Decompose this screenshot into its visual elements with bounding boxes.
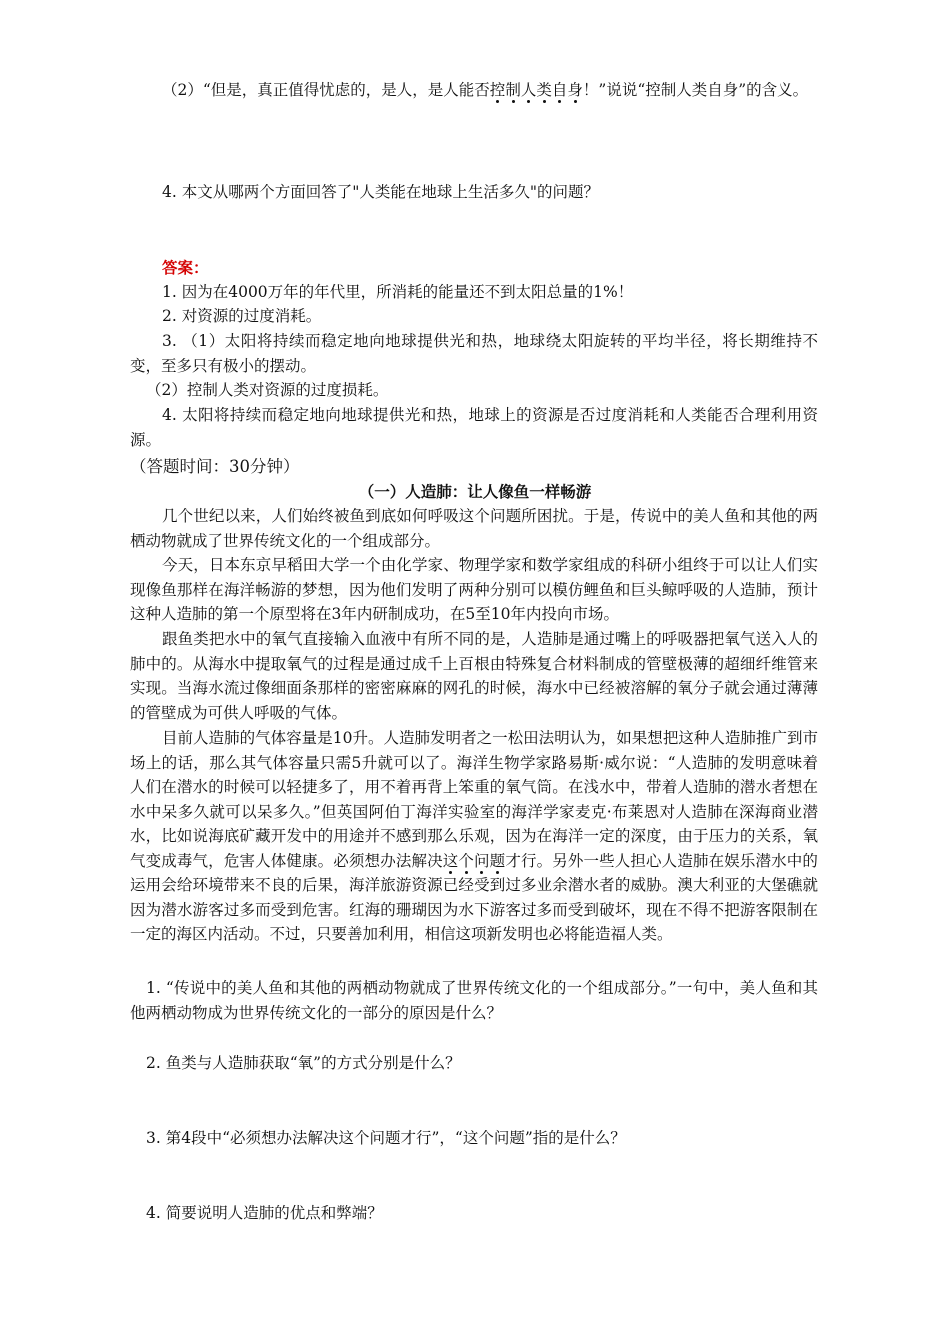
emphasis-char: 身 — [567, 81, 583, 99]
emphasis-char: 制 — [505, 81, 521, 99]
emphasis-char: 控 — [489, 81, 506, 99]
answer-label — [130, 256, 818, 281]
passage-paragraph-3: 跟鱼类把水中的氧气直接输入血液中有所不同的是，人造肺是通过嘴上的呼吸器把氧气送入人的肺中的。从海水中提取氧气的过程是通过成千上百根由特殊复合材料制成的管壁极薄的超细纤维管来实现。当海水流过像细面条那样的密密麻麻的网孔的时候，海水中已经被溶解的氧分子就会通过薄薄的管壁成为可供人呼吸的气体。 — [130, 630, 818, 722]
answer-2: 2. 对资源的过度消耗。 — [162, 307, 322, 325]
emphasis-char: 人 — [520, 81, 537, 99]
question-3: 3. 第4段中“必须想办法解决这个问题才行”，“这个问题”指的是什么？ — [146, 1129, 626, 1147]
emphasis-char: 这 — [442, 851, 459, 870]
passage-paragraph-1: 几个世纪以来，人们始终被鱼到底如何呼吸这个问题所困扰。于是，传说中的美人鱼和其他的两栖动物就成了世界传统文化的一个组成部分。 — [130, 507, 818, 550]
section-title: （一）人造肺：让人像鱼一样畅游 — [358, 482, 592, 501]
emphasis-char: 问 — [474, 851, 490, 870]
emphasis-char: 自 — [551, 81, 568, 99]
emphasis-char: 类 — [536, 81, 552, 99]
passage-paragraph-2: 今天，日本东京早稻田大学一个由化学家、物理学家和数学家组成的科研小组终于可以让人们实现像鱼那样在海洋畅游的梦想，因为他们发明了两种分别可以模仿鲤鱼和巨头鲸呼吸的人造肺，预计这种人造肺的第一个原型将在3年内研制成功，在5至10年内投向市场。 — [130, 556, 818, 623]
question-2-sub-text: （2）“但是，真正值得忧虑的，是人，是人能否 — [162, 81, 490, 99]
paragraph-4-text-end: 才行。另外一些人担心人造肺在娱乐潜水中的运用会给环境带来不良的后果，海洋旅游资源已经受到过多业余潜水者的威胁。澳大利亚的大堡礁就因为潜水游客过多而受到危害。红海的珊瑚因为水下游客过多而受到破坏，现在不得不把游客限制在一定的海区内活动。不过，只要善加利用，相信这项新发明也必将能造福人类。 — [130, 851, 818, 943]
question-4: 4. 本文从哪两个方面回答了"人类能在地球上生活多久"的问题？ — [162, 183, 599, 201]
time-note: （答题时间：30分钟） — [130, 457, 300, 476]
question-4-followup: 4. 简要说明人造肺的优点和弊端？ — [146, 1204, 383, 1222]
answer-3-2: （2）控制人类对资源的过度损耗。 — [146, 381, 389, 399]
answer-label-text: 答案： — [162, 258, 209, 277]
question-2-sub-text-end: ！”说说“控制人类自身”的含义。 — [582, 81, 809, 99]
passage-paragraph-4 — [130, 726, 818, 947]
question-2: 2. 鱼类与人造肺获取“氧”的方式分别是什么？ — [146, 1054, 461, 1072]
paragraph-4-text: 目前人造肺的气体容量是10升。人造肺发明者之一松田法明认为，如果想把这种人造肺推广到市场上的话，那么其气体容量只需5升就可以了。海洋生物学家路易斯·威尔说：“人造肺的发明意味着人们在潜水的时候可以轻捷多了，用不着再背上笨重的氧气筒。在浅水中，带着人造肺的潜水者想在水中呆多久就可以呆多久。”但英国阿伯丁海洋实验室的海洋学家麦克·布莱恩对人造肺在深海商业潜水，比如说海底矿藏开发中的用途并不感到那么乐观，因为在海洋一定的深度，由于压力的关系，氧气变成毒气，危害人体健康。必须想办法解决 — [130, 729, 818, 870]
emphasis-char: 题 — [489, 851, 506, 870]
answer-1: 1. 因为在4000万年的年代里，所消耗的能量还不到太阳总量的1%！ — [162, 283, 634, 301]
answer-4: 4. 太阳将持续而稳定地向地球提供光和热，地球上的资源是否过度消耗和人类能否合理利用资源。 — [130, 406, 818, 449]
answer-3: 3. （1）太阳将持续而稳定地向地球提供光和热，地球绕太阳旋转的平均半径，将长期维持不变，至多只有极小的摆动。 — [130, 332, 818, 375]
emphasis-char: 个 — [458, 851, 475, 870]
question-2-sub — [130, 78, 818, 103]
question-1: 1. “传说中的美人鱼和其他的两栖动物就成了世界传统文化的一个组成部分。”一句中，美人鱼和其他两栖动物成为世界传统文化的一部分的原因是什么？ — [130, 979, 818, 1022]
